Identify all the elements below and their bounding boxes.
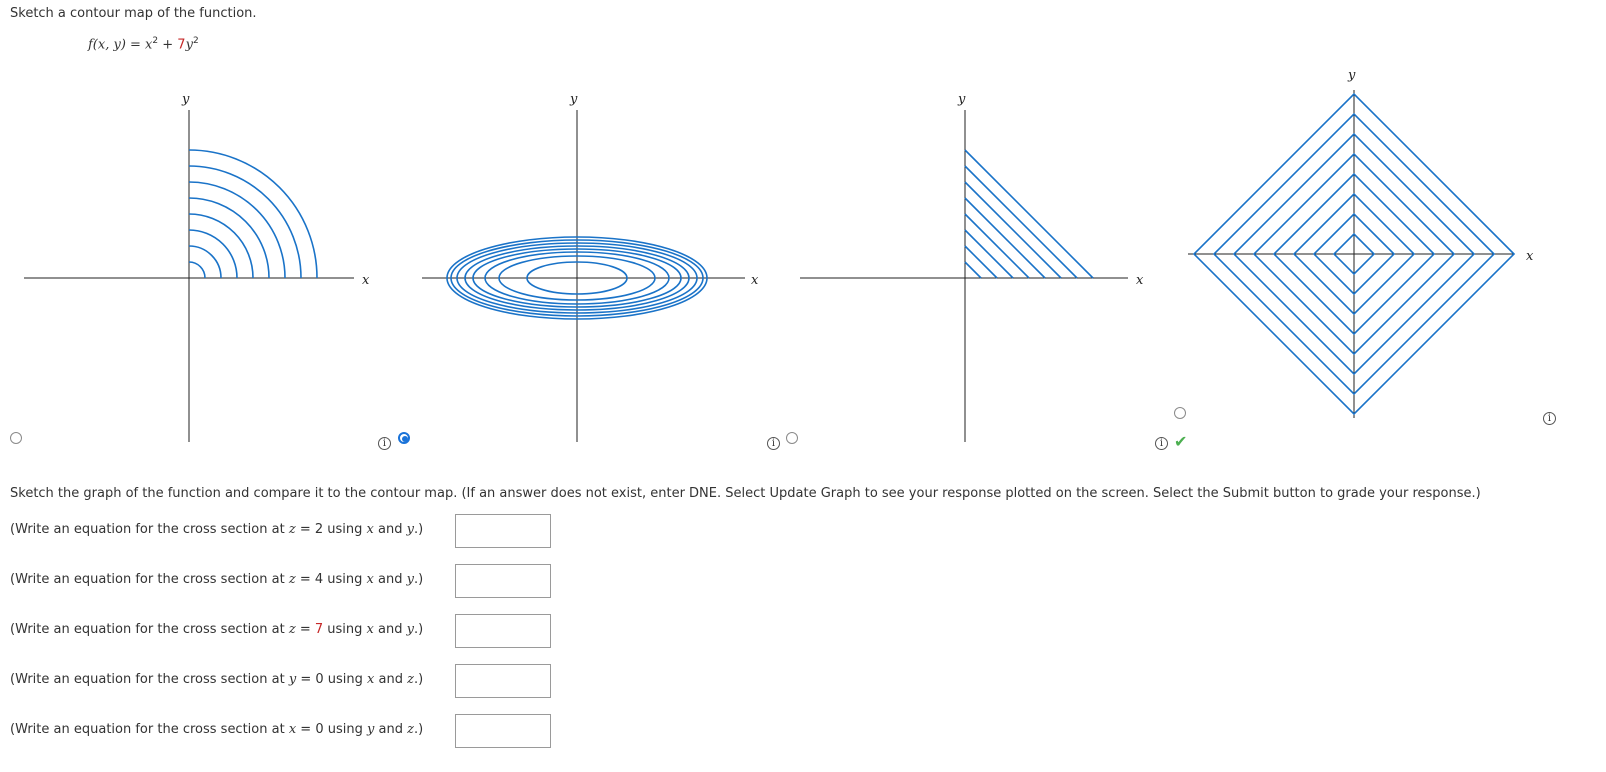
contour-line	[965, 214, 1029, 278]
contour-line	[189, 262, 205, 278]
option-d-radio[interactable]	[1174, 407, 1186, 419]
contour-graph-c[interactable]	[798, 92, 1150, 444]
option-b-radio[interactable]	[398, 432, 410, 444]
question-label	[10, 672, 423, 687]
question-val: 4	[314, 572, 324, 587]
problem-prompt: Sketch a contour map of the function.	[10, 6, 257, 21]
graph-a-x-label: x	[362, 273, 370, 288]
question-v1: x	[367, 672, 375, 687]
question-val: 0	[315, 672, 324, 687]
question-v1: x	[366, 572, 374, 587]
question-mid: using	[323, 672, 368, 687]
question-post: .)	[413, 572, 424, 587]
answer-input[interactable]	[455, 514, 551, 548]
question-v1: x	[366, 622, 374, 637]
contour-line	[189, 230, 237, 278]
question-mid: using	[323, 572, 367, 587]
answer-input[interactable]	[455, 614, 551, 648]
contour-line	[965, 166, 1077, 278]
graph-c-y-label: y	[958, 92, 966, 107]
question-var: x	[288, 722, 297, 737]
graph-d-y-label: y	[1348, 68, 1356, 83]
question-and: and	[373, 622, 407, 637]
question-pre: (Write an equation for the cross section at	[10, 572, 289, 587]
question-and: and	[373, 522, 407, 537]
info-icon[interactable]: i	[1155, 437, 1168, 450]
question-val: 7	[314, 622, 324, 637]
question-pre: (Write an equation for the cross section at	[10, 672, 289, 687]
contour-line	[965, 262, 981, 278]
question-post: .)	[413, 672, 424, 687]
question-eq: =	[295, 622, 315, 637]
question-label	[10, 622, 423, 637]
question-pre: (Write an equation for the cross section at	[10, 622, 289, 637]
question-and: and	[373, 572, 407, 587]
question-eq: =	[296, 672, 316, 687]
question-mid: using	[323, 522, 367, 537]
question-var: z	[288, 522, 296, 537]
function-exp2: 2	[192, 36, 199, 46]
question-v2: y	[406, 572, 414, 587]
function-definition	[88, 36, 199, 52]
contour-line	[189, 182, 285, 278]
question-v2: y	[406, 522, 414, 537]
function-plus: +	[158, 37, 178, 53]
question-post: .)	[413, 622, 424, 637]
answer-input[interactable]	[455, 714, 551, 748]
contour-line	[965, 150, 1093, 278]
question-v1: y	[367, 722, 375, 737]
question-label	[10, 572, 423, 587]
graph-c-x-label: x	[1136, 273, 1144, 288]
question-val: 2	[314, 522, 324, 537]
checkmark-icon: ✔	[1174, 432, 1188, 451]
question-eq: =	[296, 722, 316, 737]
question-label	[10, 722, 423, 737]
graph-b-y-label: y	[570, 92, 578, 107]
question-pre: (Write an equation for the cross section at	[10, 722, 289, 737]
question-post: .)	[413, 722, 424, 737]
function-lhs: f(x, y) = x	[88, 37, 153, 53]
question-val: 0	[315, 722, 324, 737]
info-icon[interactable]: i	[1543, 412, 1556, 425]
question-var: z	[288, 622, 296, 637]
contour-line	[189, 214, 253, 278]
function-coef: 7	[177, 37, 186, 53]
function-var: y	[185, 37, 193, 53]
option-a-radio[interactable]	[10, 432, 22, 444]
contour-graph-a[interactable]	[20, 92, 380, 444]
contour-line	[965, 198, 1045, 278]
option-c-radio[interactable]	[786, 432, 798, 444]
question-and: and	[374, 722, 408, 737]
question-v2: y	[406, 622, 414, 637]
question-v2: z	[407, 722, 414, 737]
question-var: y	[288, 672, 297, 687]
contour-line	[965, 246, 997, 278]
function-exp1: 2	[152, 36, 159, 46]
question-mid: using	[323, 722, 368, 737]
question-mid: using	[323, 622, 367, 637]
contour-graph-d[interactable]	[1186, 66, 1538, 420]
question-var: z	[288, 572, 296, 587]
contour-line	[189, 150, 317, 278]
info-icon[interactable]: i	[378, 437, 391, 450]
question-pre: (Write an equation for the cross section at	[10, 522, 289, 537]
info-icon[interactable]: i	[767, 437, 780, 450]
answer-input[interactable]	[455, 664, 551, 698]
question-label	[10, 522, 423, 537]
question-eq: =	[295, 572, 315, 587]
question-post: .)	[413, 522, 424, 537]
graph-b-x-label: x	[751, 273, 759, 288]
answer-input[interactable]	[455, 564, 551, 598]
question-v1: x	[366, 522, 374, 537]
graph-d-x-label: x	[1526, 249, 1534, 264]
question-and: and	[374, 672, 408, 687]
question-v2: z	[407, 672, 414, 687]
contour-graph-b[interactable]	[418, 92, 770, 444]
question-eq: =	[295, 522, 315, 537]
instructions: Sketch the graph of the function and compare it to the contour map. (If an answer does not exist, enter DNE. Select Update Graph to see your response plotted on the screen. Select the Submit button to grade your response.)	[10, 486, 1481, 501]
contour-line	[965, 182, 1061, 278]
graph-a-y-label: y	[182, 92, 190, 107]
